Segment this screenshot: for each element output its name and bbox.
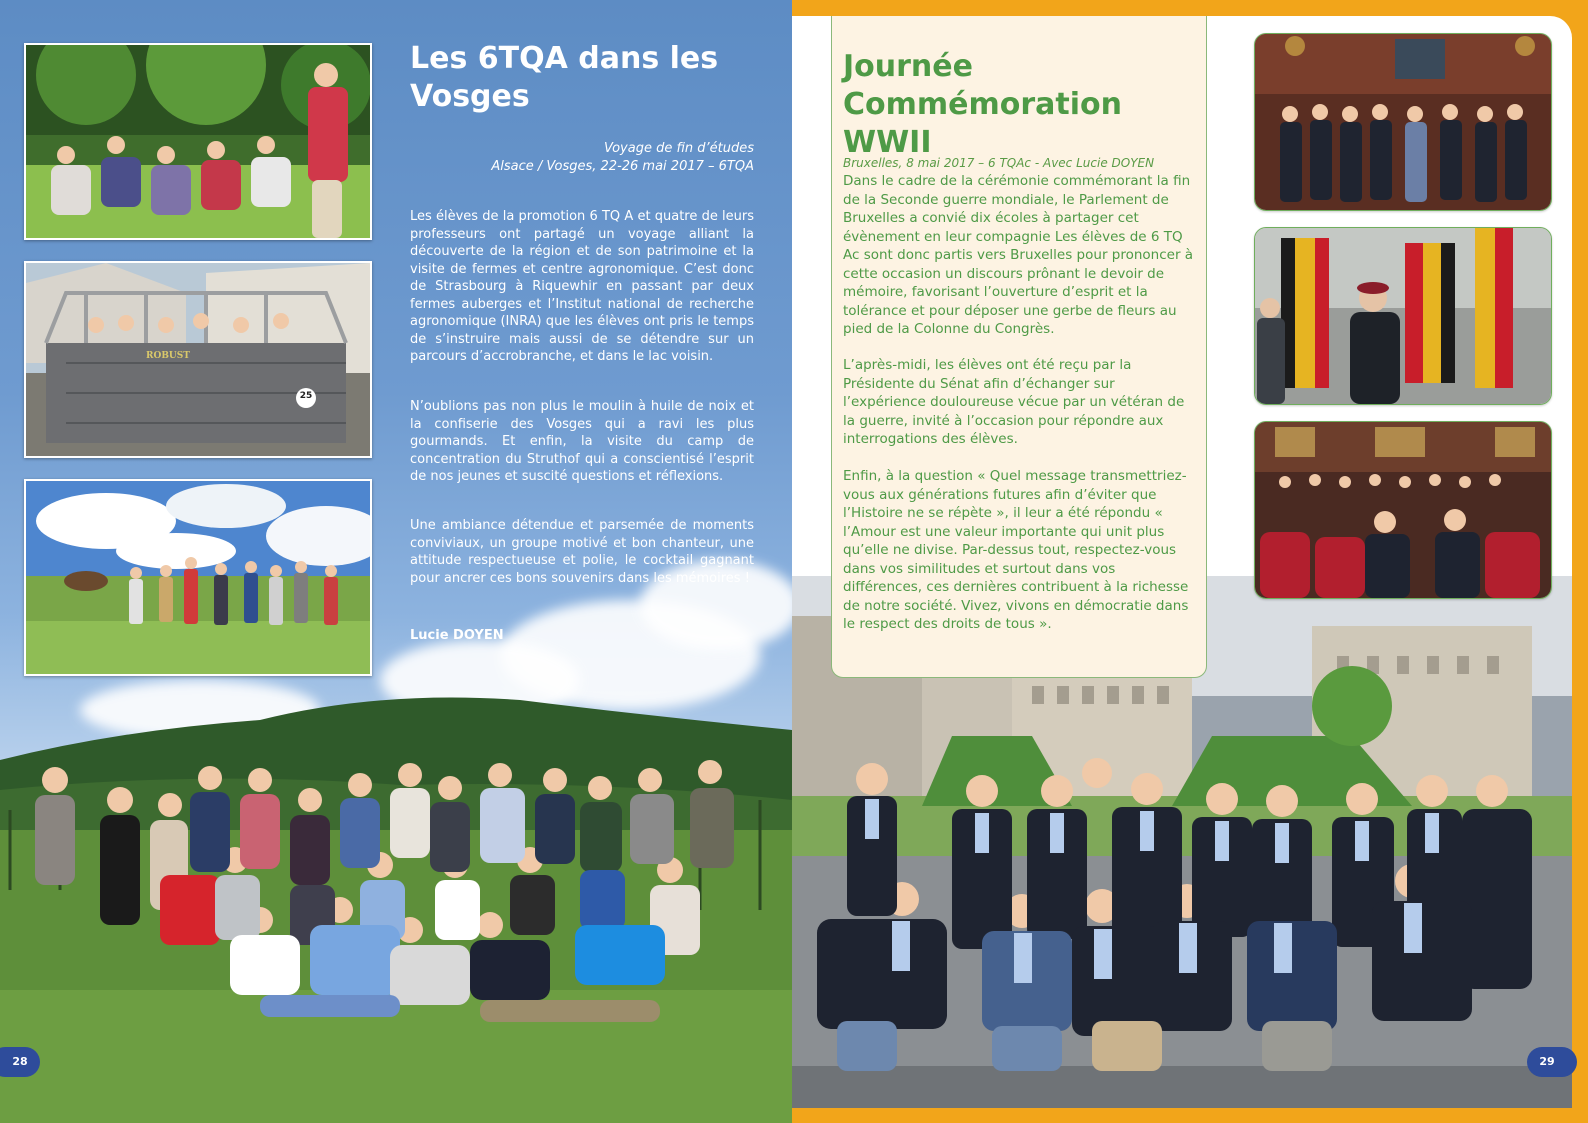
subtitle-trip: Voyage de fin d’études [603, 141, 754, 156]
article-subtitle: Bruxelles, 8 mai 2017 – 6 TQAc - Avec Lucie DOYEN [843, 156, 1155, 170]
right-page [792, 0, 1588, 1123]
photo-veterans-flags [1254, 227, 1552, 405]
paragraph-1: Les élèves de la promotion 6 TQ A et quatre de leurs professeurs ont partagé un voyage alliant la découverte de la région et de son patrimoine et la visite de fermes et centre agronomique. C’est donc de Strasbourg à Riquewhir en passant par deux fermes auberges et l’Institut national de recherche agronomique (INRA) que les élèves ont pris le temps de s’instruire mais aussi de se détendre sur un parcours d’accrobranche, et dans le lac voisin. [410, 209, 754, 364]
article-title: Les 6TQA dans les Vosges [410, 41, 719, 114]
article-title: Journée Commémoration WWII [843, 49, 1122, 160]
photo-senate-chamber [1254, 421, 1552, 599]
trailer-number-label: 25 [299, 391, 313, 401]
article-author: Lucie DOYEN [410, 628, 504, 643]
paragraph-3: Enfin, à la question « Quel message transmettriez-vous aux générations futures afin d’éviter que l’Histoire ne se répète », il leur a été répondu « l’Amour est une valeur importante qui unit plus qu’elle ne divise. Par-dessus tout, respectez-vous dans vos similitudes et surtout dans vos différences, ces dernières contribuent à la richesse de notre société. Vivez, vivons en démocratie dans le respect des droits de tous ». [843, 468, 1189, 632]
page-number-left: 28 [0, 1047, 40, 1077]
photo-parliament-hall [1254, 33, 1552, 211]
paragraph-1: Dans le cadre de la cérémonie commémorant la fin de la Seconde guerre mondiale, le Parlement de Bruxelles a convié dix écoles à partager cet évènement en leur compagnie Les élèves de 6 TQ Ac sont donc partis vers Bruxelles pour prononcer à cette occasion un discours prônant le devoir de mémoire, favorisant l’ouverture d’esprit et la tolérance et pour déposer une gerbe de fleurs au pied de la Colonne du Congrès. [843, 173, 1194, 337]
paragraph-2: N’oublions pas non plus le moulin à huile de noix et la confiserie des Vosges qui a ravi les plus gourmands. Et enfin, la visite du camp de concentration du Struthof qui a conscientisé l’esprit de nos jeunes et suscité questions et réflexions. [410, 399, 754, 484]
photo-field-visit [24, 479, 372, 676]
page-content-area [792, 16, 1572, 1108]
paragraph-2: L’après-midi, les élèves ont été reçu par la Présidente du Sénat afin d’échanger sur l’expérience douloureuse vécue par un vétéran de la guerre, invité à l’occasion pour répondre aux interrogations des élèves. [843, 357, 1185, 447]
student-group [10, 760, 780, 1060]
left-page [0, 0, 792, 1123]
subtitle-location-date: Alsace / Vosges, 22-26 mai 2017 – 6TQA [491, 159, 754, 174]
photo-trailer [24, 261, 372, 458]
page-number-right: 29 [1527, 1047, 1577, 1077]
brussels-students [792, 751, 1572, 1101]
paragraph-3: Une ambiance détendue et parsemée de moments conviviaux, un groupe motivé et bon chanteur, une attitude respectueuse et polie, le cocktail gagnant pour ancrer ces bons souvenirs dans les mémoires ! [410, 518, 754, 586]
photo-picnic [24, 43, 372, 240]
article-subtitle [410, 140, 754, 176]
trailer-brand-label: ROBUST [146, 351, 190, 361]
